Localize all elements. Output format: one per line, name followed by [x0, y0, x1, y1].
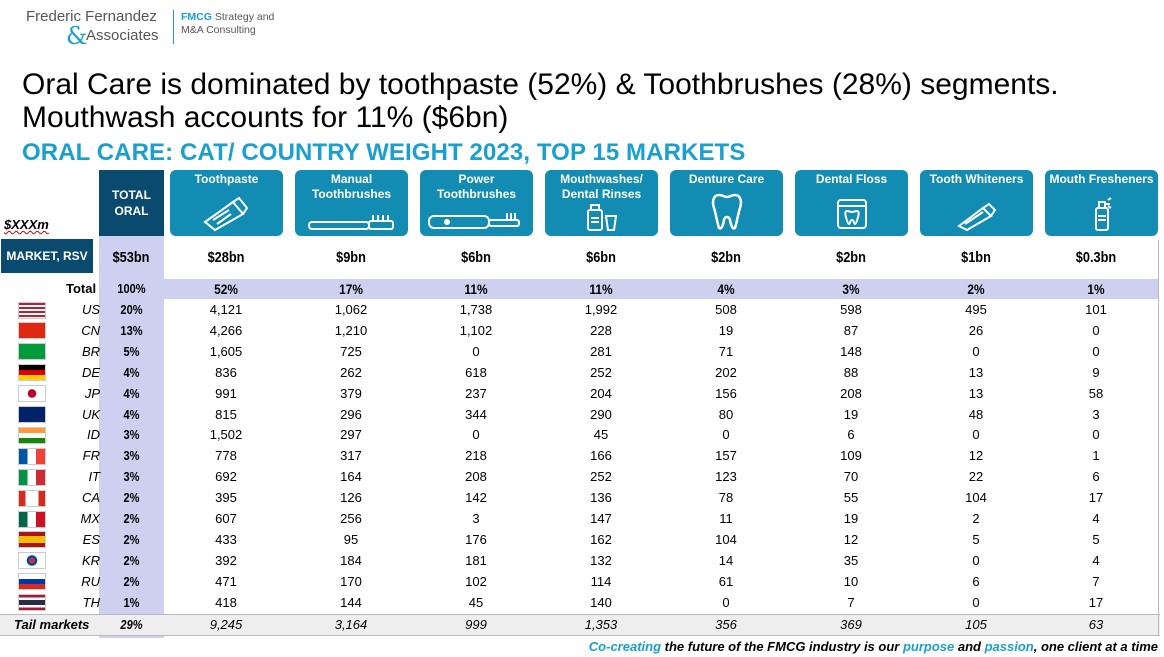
table-cell: 48 [968, 406, 984, 422]
category-header-tooth-whiteners [920, 170, 1033, 236]
table-cell: 281 [590, 343, 612, 359]
category-label: Mouthwashes/ Dental Rinses [560, 172, 643, 201]
logo-brand: FMCG [181, 11, 212, 23]
category-header-manual-toothbrushes [295, 170, 408, 236]
category-value: $28bn [207, 249, 245, 266]
table-cell: 991 [215, 385, 237, 401]
table-cell: 0 [972, 594, 980, 610]
table-cell: 1,062 [334, 302, 368, 317]
category-label: Denture Care [688, 172, 765, 186]
country-code: TH [82, 594, 100, 610]
table-cell: 1 [1092, 448, 1100, 464]
country-code: CA [81, 490, 100, 506]
table-cell: 4,121 [209, 302, 243, 317]
table-cell: 109 [840, 448, 862, 464]
table-cell: 0 [1092, 427, 1100, 443]
table-cell: 618 [465, 364, 487, 380]
country-code: DE [81, 364, 100, 380]
table-cell: 14 [718, 552, 734, 568]
table-cell: 0 [722, 427, 730, 443]
country-share: 4% [123, 385, 140, 401]
tail-cell: 3,164 [334, 617, 368, 632]
country-code: ID [87, 427, 100, 443]
logo-name-line1: Frederic Fernandez [26, 8, 157, 25]
table-cell: 0 [972, 427, 980, 443]
table-cell: 262 [340, 364, 362, 380]
table-cell: 0 [972, 552, 980, 568]
category-value: $2bn [711, 249, 741, 266]
table-cell: 296 [340, 406, 362, 422]
table-cell: 114 [590, 573, 612, 589]
table-cell: 7 [847, 594, 855, 610]
table-cell: 6 [1092, 469, 1100, 485]
category-share: 11% [464, 281, 488, 297]
country-code: FR [82, 448, 100, 464]
country-code: JP [84, 385, 100, 401]
table-cell: 6 [972, 573, 980, 589]
tail-share: 29% [120, 617, 143, 632]
total-oral-share: 100% [117, 281, 146, 296]
tooth-icon [710, 192, 744, 232]
tail-cell: 356 [715, 617, 737, 632]
table-cell: 1,102 [459, 322, 493, 338]
table-cell: 208 [840, 385, 862, 401]
table-cell: 495 [965, 302, 987, 317]
category-value: $6bn [586, 249, 616, 266]
table-cell: 418 [215, 594, 237, 610]
slide-subtitle: ORAL CARE: CAT/ COUNTRY WEIGHT 2023, TOP 15 MARKETS [22, 139, 746, 166]
category-label: Toothpaste [194, 172, 259, 186]
table-cell: 252 [590, 469, 612, 485]
table-cell: 237 [465, 385, 487, 401]
table-cell: 256 [340, 511, 362, 526]
table-cell: 19 [843, 511, 859, 526]
es-flag-icon [18, 531, 46, 548]
de-flag-icon [18, 364, 46, 381]
table-cell: 35 [843, 552, 859, 568]
cn-flag-icon [18, 322, 46, 339]
table-cell: 176 [465, 531, 487, 547]
table-cell: 1,502 [209, 427, 243, 443]
tail-cell: 999 [465, 617, 487, 632]
country-code: RU [81, 573, 100, 589]
table-cell: 104 [965, 490, 987, 506]
country-share: 2% [123, 490, 140, 506]
tail-cell: 369 [840, 617, 862, 632]
table-cell: 836 [215, 364, 237, 380]
category-share: 1% [1087, 281, 1105, 297]
logo-divider [173, 10, 174, 44]
slide-title: Oral Care is dominated by toothpaste (52%) & Toothbrushes (28%) segments. Mouthwash accounts for 11% ($6bn) [22, 68, 1059, 134]
country-share: 2% [123, 511, 140, 526]
category-value: $1bn [961, 249, 991, 266]
category-header-dental-floss [795, 170, 908, 236]
table-cell: 508 [715, 302, 737, 317]
country-code: KR [81, 552, 100, 568]
table-cell: 17 [1088, 490, 1104, 506]
table-cell: 181 [465, 552, 487, 568]
table-cell: 136 [590, 490, 612, 506]
category-value: $0.3bn [1075, 249, 1117, 266]
table-cell: 164 [340, 469, 362, 485]
country-share: 13% [120, 322, 143, 338]
table-cell: 156 [715, 385, 737, 401]
table-cell: 0 [1092, 322, 1100, 338]
table-cell: 58 [1088, 385, 1104, 401]
jp-flag-icon [18, 385, 46, 402]
table-cell: 0 [972, 343, 980, 359]
country-code: CN [81, 322, 100, 338]
table-cell: 184 [340, 552, 362, 568]
table-cell: 12 [968, 448, 984, 464]
country-share: 4% [123, 364, 140, 380]
footer-part-6: , one client at a time [1033, 639, 1158, 654]
logo-ampersand: & [66, 22, 88, 50]
table-cell: 7 [1092, 573, 1100, 589]
power-toothbrush-icon [427, 208, 527, 232]
category-label: Mouth Fresheners [1049, 172, 1154, 186]
country-share: 20% [120, 302, 143, 317]
company-logo [26, 8, 296, 50]
tail-cell: 105 [965, 617, 987, 632]
table-cell: 1,738 [459, 302, 493, 317]
table-cell: 101 [1085, 302, 1107, 317]
table-cell: 2 [972, 511, 980, 526]
table-cell: 45 [593, 427, 609, 443]
table-cell: 290 [590, 406, 612, 422]
table-cell: 4,266 [209, 322, 243, 338]
uk-flag-icon [18, 406, 46, 423]
market-rsv-label: MARKET, RSV [1, 239, 93, 273]
table-cell: 148 [840, 343, 862, 359]
table-cell: 471 [215, 573, 237, 589]
table-cell: 13 [968, 364, 984, 380]
it-flag-icon [18, 469, 46, 486]
table-cell: 140 [590, 594, 612, 610]
country-code: IT [88, 469, 100, 485]
category-value: $9bn [336, 249, 366, 266]
total-oral-label: TOTAL ORAL [112, 188, 151, 218]
th-flag-icon [18, 594, 46, 611]
logo-tagline-2: M&A Consulting [181, 24, 256, 36]
category-share: 2% [967, 281, 985, 297]
table-cell: 202 [715, 364, 737, 380]
table-cell: 162 [590, 531, 612, 547]
table-cell: 13 [968, 385, 984, 401]
table-cell: 55 [843, 490, 859, 506]
table-cell: 10 [843, 573, 859, 589]
footer-part-1: Co-creating [588, 639, 662, 654]
country-code: BR [81, 343, 100, 359]
table-cell: 3 [472, 511, 480, 526]
table-cell: 0 [472, 343, 480, 359]
table-cell: 104 [715, 531, 737, 547]
table-cell: 4 [1092, 511, 1100, 526]
country-share: 2% [123, 573, 140, 589]
table-cell: 95 [343, 531, 359, 547]
table-cell: 392 [215, 552, 237, 568]
table-cell: 126 [340, 490, 362, 506]
whitener-icon [955, 202, 999, 232]
country-code: US [81, 302, 100, 317]
fr-flag-icon [18, 448, 46, 465]
footer-tagline [589, 639, 1158, 654]
category-share: 3% [842, 281, 860, 297]
table-cell: 170 [340, 573, 362, 589]
ca-flag-icon [18, 490, 46, 507]
country-code: MX [80, 511, 100, 526]
table-cell: 379 [340, 385, 362, 401]
category-label: Power Toothbrushes [436, 172, 517, 201]
br-flag-icon [18, 343, 46, 360]
table-cell: 9 [1092, 364, 1100, 380]
table-cell: 1,210 [334, 322, 368, 338]
table-cell: 5 [1092, 531, 1100, 547]
table-cell: 815 [215, 406, 237, 422]
category-label: Tooth Whiteners [929, 172, 1024, 186]
table-cell: 147 [590, 511, 612, 526]
table-cell: 607 [215, 511, 237, 526]
category-value: $6bn [461, 249, 491, 266]
table-cell: 0 [1092, 343, 1100, 359]
table-cell: 725 [340, 343, 362, 359]
logo-tagline-1-rest: Strategy and [211, 11, 275, 23]
country-share: 3% [123, 427, 140, 443]
table-cell: 88 [843, 364, 859, 380]
table-right-border [1158, 240, 1159, 636]
table-cell: 4 [1092, 552, 1100, 568]
country-share: 3% [123, 448, 140, 464]
table-cell: 598 [840, 302, 862, 317]
table-cell: 5 [972, 531, 980, 547]
category-header-power-toothbrushes [420, 170, 533, 236]
category-share: 52% [214, 281, 238, 297]
table-cell: 102 [465, 573, 487, 589]
category-label: Manual Toothbrushes [311, 172, 392, 201]
table-cell: 26 [968, 322, 984, 338]
table-cell: 17 [1088, 594, 1104, 610]
table-cell: 395 [215, 490, 237, 506]
total-oral-value: $53bn [112, 249, 150, 266]
table-cell: 208 [465, 469, 487, 485]
category-header-toothpaste [170, 170, 283, 236]
table-cell: 80 [718, 406, 734, 422]
country-code: ES [82, 531, 100, 547]
table-cell: 218 [465, 448, 487, 464]
table-cell: 45 [468, 594, 484, 610]
table-cell: 0 [722, 594, 730, 610]
table-cell: 19 [718, 322, 734, 338]
footer-part-5: passion [984, 639, 1034, 654]
table-cell: 61 [718, 573, 734, 589]
tail-cell: 1,353 [584, 617, 618, 632]
toothbrush-icon [307, 212, 397, 232]
table-cell: 157 [715, 448, 737, 464]
total-row-label: Total [66, 281, 97, 296]
country-code: UK [81, 406, 100, 422]
table-cell: 71 [718, 343, 734, 359]
in-flag-icon [18, 427, 46, 444]
table-cell: 433 [215, 531, 237, 547]
table-cell: 87 [843, 322, 859, 338]
unit-label: $XXXm [4, 217, 49, 232]
footer-part-2: the future of the FMCG industry is our [661, 639, 903, 654]
table-cell: 317 [340, 448, 362, 464]
kr-flag-icon [18, 552, 46, 569]
country-share: 2% [123, 552, 140, 568]
tail-markets-label: Tail markets [14, 617, 90, 632]
table-cell: 0 [472, 427, 480, 443]
category-share: 11% [589, 281, 613, 297]
category-header-mouth-fresheners [1045, 170, 1158, 236]
toothpaste-icon [199, 196, 255, 232]
table-cell: 6 [847, 427, 855, 443]
table-cell: 11 [719, 511, 733, 526]
us-flag-icon [18, 302, 46, 319]
category-share: 17% [339, 281, 363, 297]
country-share: 5% [123, 343, 140, 359]
mx-flag-icon [18, 511, 46, 528]
tail-cell: 9,245 [209, 617, 243, 632]
table-cell: 204 [590, 385, 612, 401]
table-cell: 297 [340, 427, 362, 443]
category-share: 4% [717, 281, 735, 297]
table-cell: 142 [465, 490, 487, 506]
table-cell: 123 [715, 469, 737, 485]
table-cell: 19 [843, 406, 859, 422]
table-cell: 144 [340, 594, 362, 610]
country-share: 3% [123, 469, 140, 485]
table-cell: 70 [843, 469, 859, 485]
footer-part-3: purpose [902, 639, 955, 654]
category-value: $2bn [836, 249, 866, 266]
table-cell: 344 [465, 406, 487, 422]
logo-tagline-1 [181, 11, 274, 23]
table-cell: 132 [590, 552, 612, 568]
category-label: Dental Floss [815, 172, 888, 186]
table-cell: 1,992 [584, 302, 618, 317]
category-header-mouthwashes [545, 170, 658, 236]
table-cell: 166 [590, 448, 612, 464]
category-header-denture-care [670, 170, 783, 236]
spray-icon [1090, 196, 1114, 232]
table-cell: 1,605 [209, 343, 243, 359]
ru-flag-icon [18, 573, 46, 590]
country-share: 1% [123, 594, 140, 610]
table-cell: 22 [968, 469, 984, 485]
table-cell: 778 [215, 448, 237, 464]
footer-part-4: and [954, 639, 985, 654]
table-cell: 692 [215, 469, 237, 485]
dental-floss-icon [834, 196, 870, 232]
table-cell: 78 [718, 490, 734, 506]
table-cell: 228 [590, 322, 612, 338]
total-oral-header [99, 170, 164, 236]
table-cell: 12 [843, 531, 859, 547]
table-cell: 3 [1092, 406, 1100, 422]
table-cell: 252 [590, 364, 612, 380]
country-share: 4% [123, 406, 140, 422]
country-share: 2% [123, 531, 140, 547]
tail-cell: 63 [1088, 617, 1104, 632]
logo-name-line2: Associates [86, 27, 159, 44]
mouthwash-icon [582, 202, 622, 232]
